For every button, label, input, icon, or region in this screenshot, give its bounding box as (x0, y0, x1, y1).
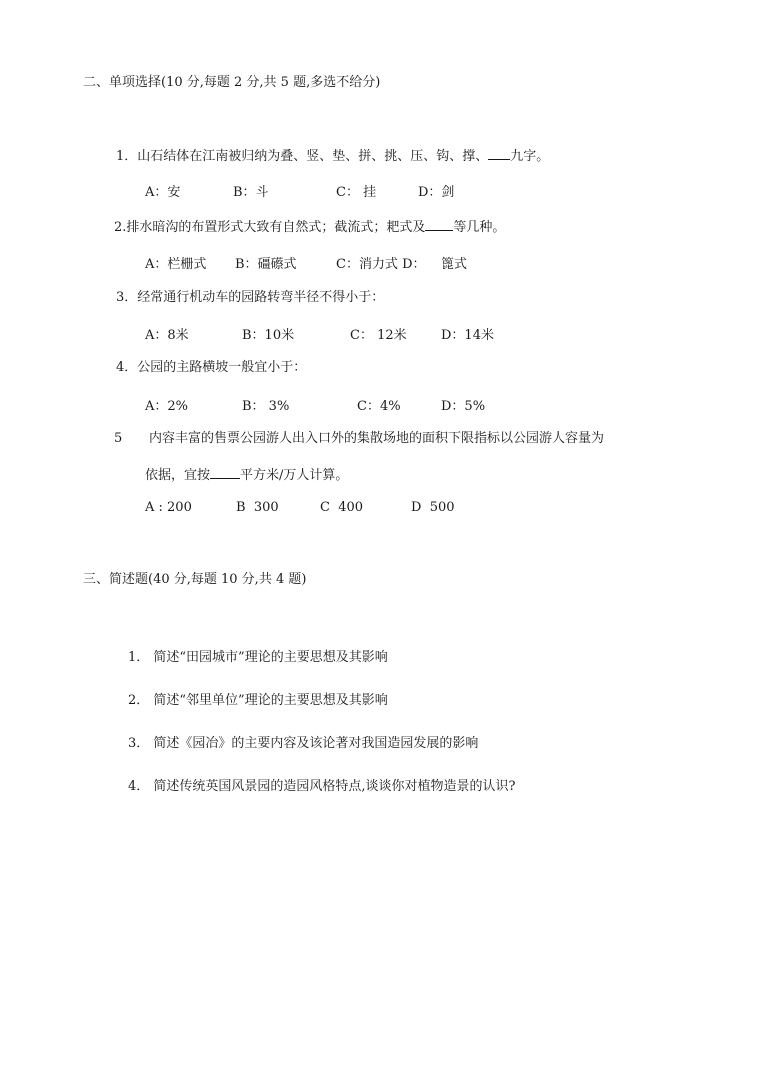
option-a: A：8米 (145, 328, 189, 343)
question-3: 3．经常通行机动车的园路转弯半径不得小于： (116, 290, 385, 305)
option-c: C： 12米 (350, 328, 407, 343)
short-answer-2: 2． 简述“邻里单位”理论的主要思想及其影响 (128, 693, 388, 708)
question-1-text: 1．山石结体在江南被归纳为叠、竖、垫、拼、挑、压、钩、撑、 (116, 149, 489, 164)
answer-blank (488, 146, 510, 160)
option-c: C 400 (320, 500, 364, 515)
answer-blank (425, 217, 453, 231)
option-d: D：14米 (441, 328, 494, 343)
option-a: A：2% (145, 399, 189, 414)
option-b: B 300 (236, 500, 279, 515)
option-c: C：消力式 D： (336, 257, 426, 272)
answer-blank (210, 465, 240, 479)
option-b: B： 3% (242, 399, 290, 414)
short-answer-4: 4． 简述传统英国风景园的造园风格特点,谈谈你对植物造景的认识? (128, 779, 516, 794)
question-2 (114, 217, 505, 237)
option-d: D：5% (441, 399, 486, 414)
option-d: D 500 (411, 500, 455, 515)
option-d: 篦式 (441, 257, 468, 272)
option-a: A：安 (145, 185, 181, 200)
option-b: B：斗 (233, 185, 269, 200)
option-a: A : 200 (145, 500, 192, 515)
section-heading-short-answer: 三、简述题(40 分,每题 10 分,共 4 题) (83, 572, 307, 587)
option-b: B：礓礤式 (235, 257, 297, 272)
option-c: C： 挂 (336, 185, 377, 200)
question-1 (116, 146, 549, 166)
question-2-text-end: 等几种。 (453, 220, 506, 235)
option-a: A：栏栅式 (145, 257, 207, 272)
question-2-text: 2.排水暗沟的布置形式大致有自然式；截流式；耙式及 (114, 220, 426, 235)
question-4: 4．公园的主路横坡一般宜小于： (116, 360, 307, 375)
short-answer-3: 3． 简述《园冶》的主要内容及该论著对我国造园发展的影响 (128, 736, 479, 751)
option-c: C：4% (357, 399, 401, 414)
section-heading-multiple-choice: 二、单项选择(10 分,每题 2 分,共 5 题,多选不给分) (83, 75, 381, 90)
question-5-text: 内容丰富的售票公园游人出入口外的集散场地的面积下限指标以公园游人容量为 (149, 431, 605, 446)
question-5-text-end: 平方米/万人计算。 (240, 468, 349, 483)
question-1-text-end: 九字。 (510, 149, 550, 164)
short-answer-1: 1． 简述“田园城市”理论的主要思想及其影响 (128, 650, 388, 665)
question-5-text-2: 依据，宜按 (145, 468, 211, 483)
option-b: B：10米 (242, 328, 295, 343)
question-5-continued (145, 465, 348, 485)
question-5-number: 5 (114, 431, 123, 446)
option-d: D：剑 (418, 185, 455, 200)
